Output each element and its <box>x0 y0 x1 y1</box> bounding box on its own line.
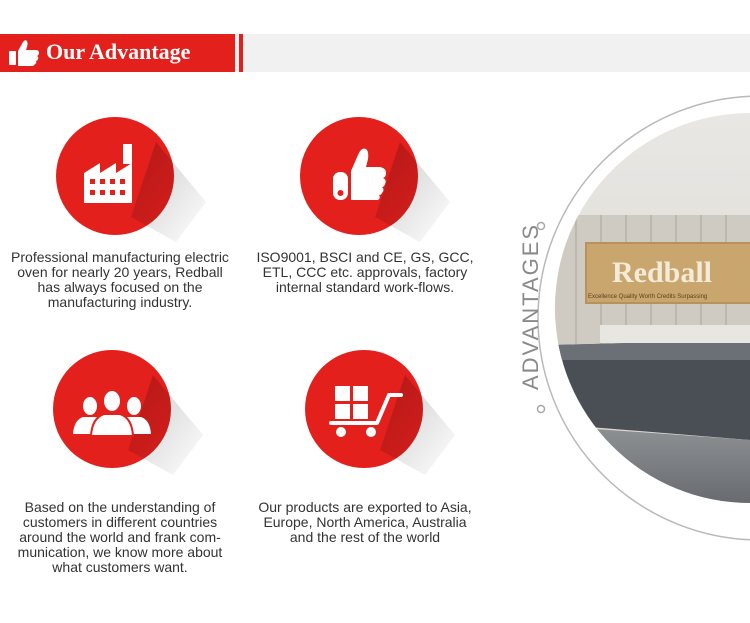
advantages-side-label: ADVANTAGES <box>518 222 543 390</box>
sign-subtext: Excellence Quality Worth Credits Surpassing <box>588 294 708 300</box>
reception-photo <box>540 100 750 520</box>
feature-text-approvals: ISO9001, BSCI and CE, GS, GCC, ETL, CCC etc. approvals, factory internal standard work-flows. <box>256 249 474 295</box>
ring-dot-bottom <box>538 406 545 413</box>
feature-text-manufacturing: Professional manufacturing electric oven for nearly 20 years, Redball has always focused on the manufacturing industry. <box>11 249 229 310</box>
page-title: Our Advantage <box>46 39 191 64</box>
feature-text-customers: Based on the understanding of customers in different countries around the world and frank com-munication, we know more about what customers want. <box>17 499 223 575</box>
sign-logo-text: Redball <box>612 256 713 289</box>
feature-text-export: Our products are exported to Asia, Europe, North America, Australia and the rest of the world <box>258 499 472 545</box>
